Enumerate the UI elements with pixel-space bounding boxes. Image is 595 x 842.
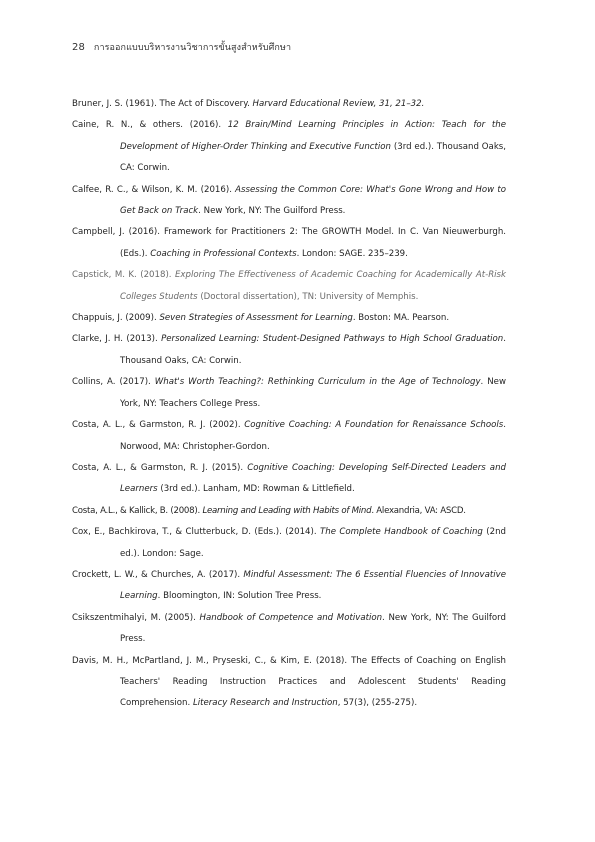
reference-entry <box>72 651 506 715</box>
reference-title-italic: 12 Brain/Mind Learning Principles in Action: Teach for the Development of Higher-Order Thinking and Executive Function <box>120 120 506 152</box>
reference-text: Crockett, L. W., & Churches, A. (2017). <box>72 569 244 580</box>
reference-text: . Boston: MA. Pearson. <box>352 313 450 324</box>
reference-title-italic: Literacy Research and Instruction <box>192 698 338 709</box>
reference-title-italic: Harvard Educational Review <box>252 99 374 109</box>
reference-text: , 57(3), (255-275). <box>337 698 418 709</box>
reference-entry <box>72 115 506 179</box>
reference-title-italic: Learning and Leading with Habits of Mind <box>202 505 372 516</box>
reference-text: (3rd ed.). Lanham, MD: Rowman & Littlefield. <box>157 484 355 495</box>
reference-text: . Alexandria, VA: ASCD. <box>371 505 466 516</box>
reference-text: Chappuis, J. (2009). <box>72 313 160 324</box>
reference-entry <box>72 458 506 501</box>
reference-entry <box>72 565 506 608</box>
reference-title-italic: Coaching in Professional Contexts <box>150 248 297 259</box>
reference-text: (3rd ed.). Thousand Oaks, CA: Corwin. <box>120 141 507 174</box>
reference-entry <box>72 180 506 223</box>
reference-title-italic: Handbook of Competence and Motivation <box>199 612 383 623</box>
reference-text: Davis, M. H., McPartland, J. M., Pryseski, C., & Kim, E. (2018). The Effects of Coaching on English Teachers' Reading Instruction Practices and Adolescent Students' Reading Comprehension. <box>72 655 506 709</box>
reference-title-italic: Exploring The Effectiveness of Academic Coaching for Academically At-Risk Colleges Students <box>120 270 507 302</box>
reference-entry <box>72 329 506 372</box>
reference-title-italic: Cognitive Coaching: A Foundation for Renaissance Schools <box>244 420 504 431</box>
reference-title-italic: Mindful Assessment: The 6 Essential Fluencies of Innovative Learning <box>120 569 507 602</box>
reference-entry <box>72 501 506 522</box>
reference-entry <box>72 94 506 115</box>
reference-text: Collins, A. (2017). <box>72 377 155 388</box>
reference-text: Bruner, J. S. (1961). The Act of Discovery. <box>72 99 253 109</box>
reference-entry <box>72 608 506 651</box>
reference-text: . Thousand Oaks, CA: Corwin. <box>120 334 506 366</box>
running-title: การออกแบบบริหารงานวิชาการขั้นสูงสำหรับศึกษา <box>93 43 292 53</box>
reference-text: Calfee, R. C., & Wilson, K. M. (2016). <box>72 184 236 195</box>
reference-text: Costa, A.L., & Kallick, B. (2008). <box>72 505 203 516</box>
reference-text: (2nd ed.). London: Sage. <box>120 527 506 559</box>
reference-text: . New York, NY: The Guilford Press. <box>120 612 506 645</box>
running-header <box>72 40 291 54</box>
reference-text: Csikszentmihalyi, M. (2005). <box>72 612 200 623</box>
reference-text: Clarke, J. H. (2013). <box>72 334 162 345</box>
reference-text: Caine, R. N., & others. (2016). <box>72 120 228 131</box>
page-number: 28 <box>72 42 85 53</box>
reference-title-italic: Personalized Learning: Student-Designed Pathways to High School Graduation <box>161 334 504 345</box>
reference-text: . New York, NY: Teachers College Press. <box>120 377 506 409</box>
reference-title-italic: Assessing the Common Core: What's Gone Wrong and How to Get Back on Track <box>120 184 506 217</box>
reference-list <box>72 94 506 715</box>
reference-text: Cox, E., Bachkirova, T., & Clutterbuck, D. (Eds.). (2014). <box>72 527 321 538</box>
reference-entry <box>72 222 506 265</box>
reference-entry <box>72 522 506 565</box>
reference-entry <box>72 372 506 415</box>
reference-entry <box>72 308 506 329</box>
reference-title-italic: Seven Strategies of Assessment for Learning <box>159 313 353 324</box>
reference-text: . London: SAGE. 235–239. <box>296 248 408 259</box>
reference-entry <box>72 415 506 458</box>
reference-entry <box>72 265 506 308</box>
reference-title-italic: , 31, 21–32. <box>373 99 425 109</box>
reference-text: . Norwood, MA: Christopher-Gordon. <box>120 420 506 452</box>
reference-text: Capstick, M. K. (2018). <box>72 270 175 281</box>
reference-text: . Bloomington, IN: Solution Tree Press. <box>157 591 322 602</box>
reference-title-italic: The Complete Handbook of Coaching <box>320 527 483 538</box>
reference-text: (Doctoral dissertation), TN: University of Memphis. <box>197 291 419 302</box>
reference-text: . New York, NY: The Guilford Press. <box>198 206 346 217</box>
reference-title-italic: Cognitive Coaching: Developing Self-Directed Leaders and Learners <box>120 462 506 495</box>
reference-text: Costa, A. L., & Garmston, R. J. (2002). <box>72 420 245 431</box>
reference-title-italic: What's Worth Teaching?: Rethinking Curriculum in the Age of Technology <box>154 377 481 388</box>
reference-text: Campbell, J. (2016). Framework for Practitioners 2: The GROWTH Model. In C. Van Nieuwerburgh. (Eds.). <box>72 227 506 259</box>
reference-text: Costa, A. L., & Garmston, R. J. (2015). <box>72 462 248 473</box>
